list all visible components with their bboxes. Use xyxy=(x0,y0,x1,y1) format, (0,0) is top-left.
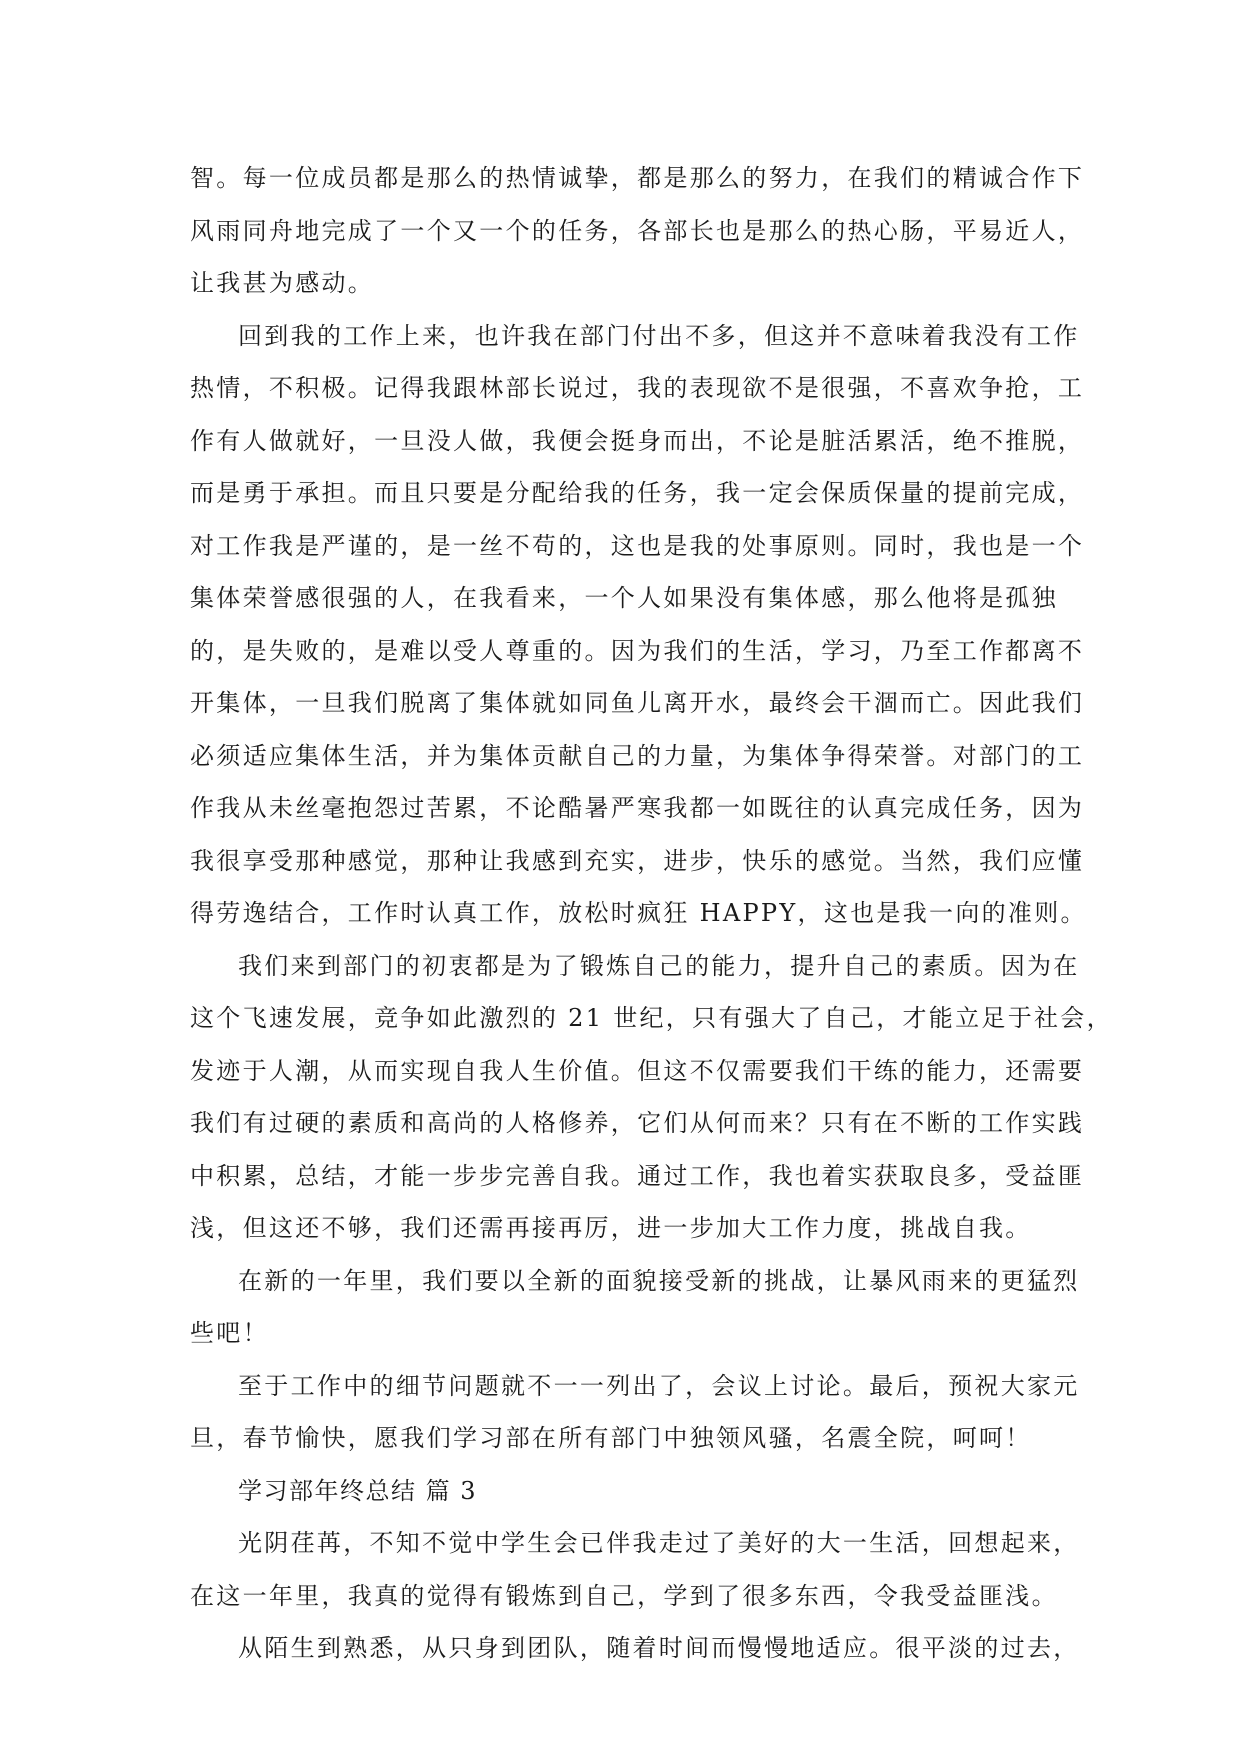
text-line: 让我甚为感动。 xyxy=(190,269,375,297)
text-line: 我们有过硬的素质和高尚的人格修养，它们从何而来？只有在不断的工作实践 xyxy=(190,1109,1085,1137)
text-line: 开集体，一旦我们脱离了集体就如同鱼儿离开水，最终会干涸而亡。因此我们 xyxy=(190,689,1085,717)
text-line: 我很享受那种感觉，那种让我感到充实，进步，快乐的感觉。当然，我们应懂 xyxy=(190,846,1085,875)
text-line: 集体荣誉感很强的人，在我看来，一个人如果没有集体感，那么他将是孤独 xyxy=(190,584,1058,612)
paragraph-start-line: 回到我的工作上来，也许我在部门付出不多，但这并不意味着我没有工作 xyxy=(238,321,1080,350)
text-line: 在这一年里，我真的觉得有锻炼到自己，学到了很多东西，令我受益匪浅。 xyxy=(190,1581,1058,1610)
paragraph-start-line: 我们来到部门的初衷都是为了锻炼自己的能力，提升自己的素质。因为在 xyxy=(238,951,1080,980)
text-line: 对工作我是严谨的，是一丝不苟的，这也是我的处事原则。同时，我也是一个 xyxy=(190,531,1085,560)
document-body xyxy=(190,152,1113,1675)
text-line: 些吧！ xyxy=(190,1319,269,1347)
text-line: 的，是失败的，是难以受人尊重的。因为我们的生活，学习，乃至工作都离不 xyxy=(190,636,1085,665)
text-line: 旦，春节愉快，愿我们学习部在所有部门中独领风骚，名震全院，呵呵！ xyxy=(190,1424,1032,1452)
text-line: 浅，但这还不够，我们还需再接再厉，进一步加大工作力度，挑战自我。 xyxy=(190,1214,1032,1242)
text-line: 作有人做就好，一旦没人做，我便会挺身而出，不论是脏活累活，绝不推脱， xyxy=(190,426,1085,455)
text-line: 发迹于人潮，从而实现自我人生价值。但这不仅需要我们干练的能力，还需要 xyxy=(190,1056,1085,1085)
text-line: 而是勇于承担。而且只要是分配给我的任务，我一定会保质保量的提前完成， xyxy=(190,479,1085,507)
text-line: 智。每一位成员都是那么的热情诚挚，都是那么的努力，在我们的精诚合作下 xyxy=(190,164,1085,192)
text-line: 风雨同舟地完成了一个又一个的任务，各部长也是那么的热心肠，平易近人， xyxy=(190,216,1085,245)
text-line: 中积累，总结，才能一步步完善自我。通过工作，我也着实获取良多，受益匪 xyxy=(190,1161,1085,1190)
text-line: 得劳逸结合，工作时认真工作，放松时疯狂 HAPPY，这也是我一向的准则。 xyxy=(190,899,1087,927)
paragraph-start-line: 至于工作中的细节问题就不一一列出了，会议上讨论。最后，预祝大家元 xyxy=(238,1371,1080,1400)
paragraph-start-line: 光阴荏苒，不知不觉中学生会已伴我走过了美好的大一生活，回想起来， xyxy=(238,1529,1080,1557)
paragraph-start-line: 从陌生到熟悉，从只身到团队，随着时间而慢慢地适应。很平淡的过去， xyxy=(238,1634,1080,1662)
text-line: 热情，不积极。记得我跟林部长说过，我的表现欲不是很强，不喜欢争抢，工 xyxy=(190,374,1085,402)
text-line: 必须适应集体生活，并为集体贡献自己的力量，为集体争得荣誉。对部门的工 xyxy=(190,741,1085,770)
paragraph-start-line: 在新的一年里，我们要以全新的面貌接受新的挑战，让暴风雨来的更猛烈 xyxy=(238,1266,1080,1295)
text-line: 这个飞速发展，竞争如此激烈的 21 世纪，只有强大了自己，才能立足于社会， xyxy=(190,1004,1113,1032)
section-heading: 学习部年终总结 篇 3 xyxy=(238,1476,478,1505)
text-line: 作我从未丝毫抱怨过苦累，不论酷暑严寒我都一如既往的认真完成任务，因为 xyxy=(190,794,1085,822)
